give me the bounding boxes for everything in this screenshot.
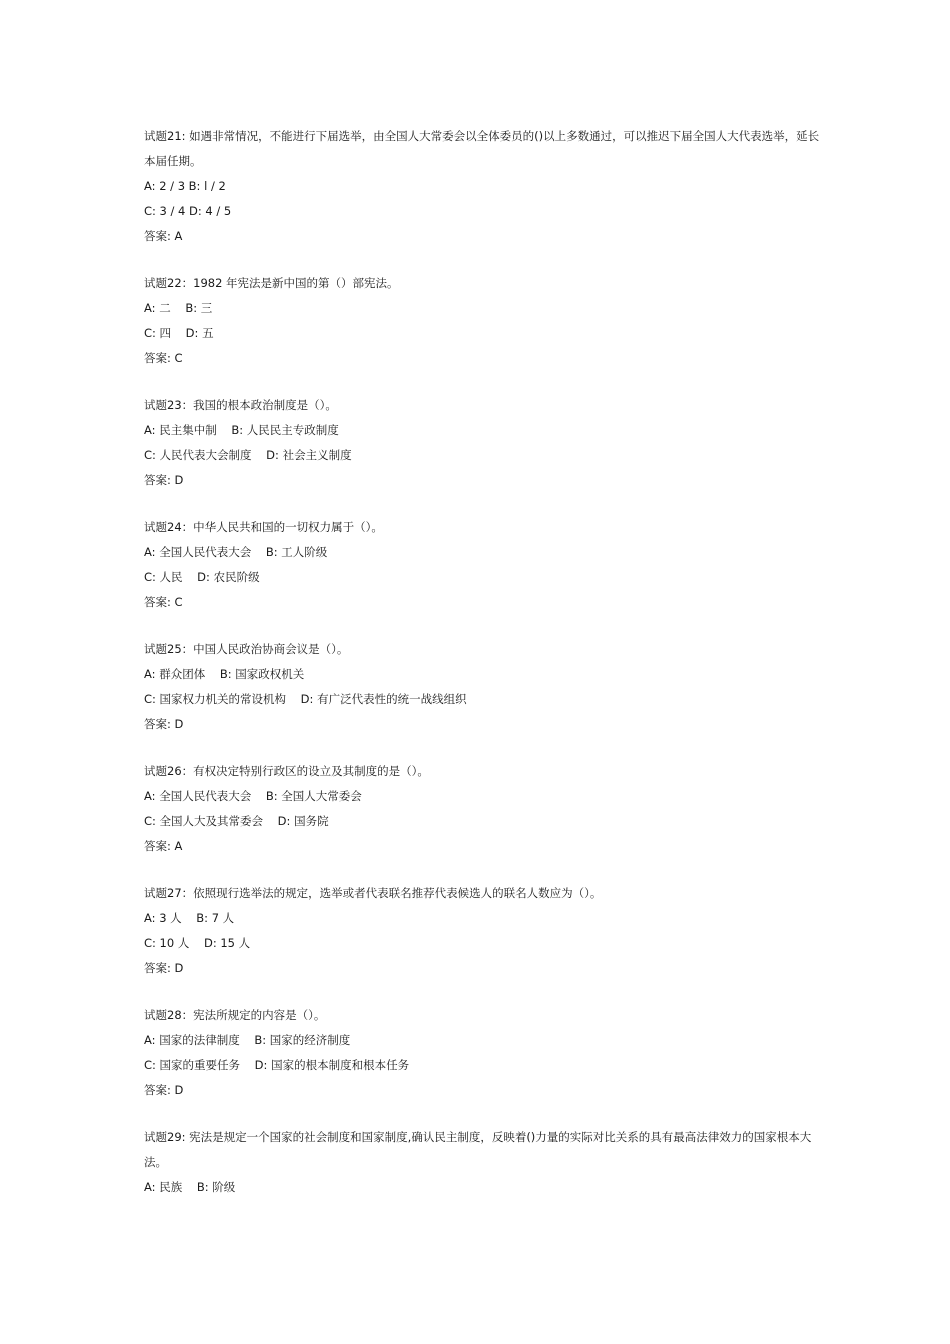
question-27 — [144, 881, 820, 981]
question-stem: 试题26：有权决定特别行政区的设立及其制度的是（）。 — [144, 764, 429, 778]
answer-line: 答案: A — [144, 839, 183, 853]
option-line: A: 民族 B: 阶级 — [144, 1180, 236, 1194]
option-line: C: 3 / 4 D: 4 / 5 — [144, 204, 232, 218]
question-23 — [144, 393, 820, 493]
question-stem: 试题22：1982 年宪法是新中国的第（）部宪法。 — [144, 276, 399, 290]
option-line: C: 全国人大及其常委会 D: 国务院 — [144, 814, 329, 828]
answer-line: 答案: D — [144, 717, 184, 731]
question-stem: 试题27：依照现行选举法的规定，选举或者代表联名推荐代表候选人的联名人数应为（）。 — [144, 886, 602, 900]
option-line: A: 群众团体 B: 国家政权机关 — [144, 667, 305, 681]
document-page — [144, 124, 820, 1222]
question-stem: 试题23：我国的根本政治制度是（）。 — [144, 398, 337, 412]
option-line: A: 全国人民代表大会 B: 工人阶级 — [144, 545, 328, 559]
option-line: A: 民主集中制 B: 人民民主专政制度 — [144, 423, 339, 437]
option-line: A: 2 / 3 B: l / 2 — [144, 179, 226, 193]
question-21 — [144, 124, 820, 249]
option-line: C: 四 D: 五 — [144, 326, 214, 340]
answer-line: 答案: D — [144, 1083, 184, 1097]
answer-line: 答案: A — [144, 229, 183, 243]
option-line: C: 国家权力机关的常设机构 D: 有广泛代表性的统一战线组织 — [144, 692, 467, 706]
answer-line: 答案: C — [144, 351, 183, 365]
option-line: C: 国家的重要任务 D: 国家的根本制度和根本任务 — [144, 1058, 410, 1072]
question-29 — [144, 1125, 820, 1200]
answer-line: 答案: C — [144, 595, 183, 609]
question-stem: 试题25：中国人民政治协商会议是（）。 — [144, 642, 349, 656]
option-line: A: 3 人 B: 7 人 — [144, 911, 235, 925]
option-line: A: 国家的法律制度 B: 国家的经济制度 — [144, 1033, 351, 1047]
question-28 — [144, 1003, 820, 1103]
option-line: A: 全国人民代表大会 B: 全国人大常委会 — [144, 789, 362, 803]
question-24 — [144, 515, 820, 615]
answer-line: 答案: D — [144, 961, 184, 975]
question-25 — [144, 637, 820, 737]
option-line: C: 人民代表大会制度 D: 社会主义制度 — [144, 448, 352, 462]
question-22 — [144, 271, 820, 371]
question-stem: 试题28：宪法所规定的内容是（）。 — [144, 1008, 326, 1022]
answer-line: 答案: D — [144, 473, 184, 487]
option-line: C: 人民 D: 农民阶级 — [144, 570, 260, 584]
option-line: A: 二 B: 三 — [144, 301, 213, 315]
question-26 — [144, 759, 820, 859]
question-stem: 试题29: 宪法是规定一个国家的社会制度和国家制度,确认民主制度，反映着()力量的实际对比关系的具有最高法律效力的国家根本大法。 — [144, 1130, 812, 1169]
option-line: C: 10 人 D: 15 人 — [144, 936, 251, 950]
question-stem: 试题21: 如遇非常情况，不能进行下届选举，由全国人大常委会以全体委员的()以上多数通过，可以推迟下届全国人大代表选举，延长本届任期。 — [144, 129, 820, 168]
question-stem: 试题24：中华人民共和国的一切权力属于（）。 — [144, 520, 383, 534]
